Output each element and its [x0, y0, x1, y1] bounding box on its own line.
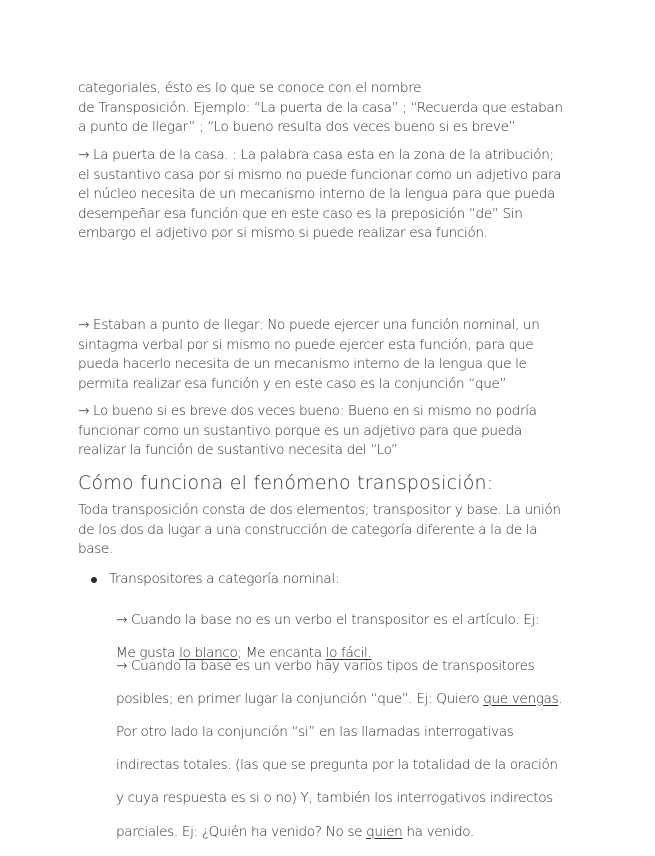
text-line: indirectas totales. (las que se pregunta por la totalidad de la oración [116, 757, 558, 774]
subparagraph-verbo [116, 643, 580, 856]
text-line: embargo el adjetivo por si mismo si puede realizar esa función. [78, 225, 488, 242]
text-line: y cuya respuesta es si o no) Y, también los interrogativos indirectos [116, 790, 553, 807]
text-line: permita realizar esa función y en este caso es la conjunción “que” [78, 375, 507, 392]
text-line: el núcleo necesita de un mecanismo interno de la lengua para que pueda [78, 186, 556, 203]
text-line: → La puerta de la casa. : La palabra casa esta en la zona de la atribución; [78, 147, 554, 163]
text-line: Toda transposición consta de dos elementos; transpositor y base. La unión [78, 502, 561, 518]
text-span: parciales. Ej: ¿Quién ha venido? No se [116, 823, 367, 840]
text-line: de los dos da lugar a una construcción de categoría diferente a la de la [78, 521, 538, 538]
text-span: ha venido. [402, 823, 474, 840]
text-line: → Cuando la base es un verbo hay varios tipos de transpositores [116, 657, 535, 674]
text-line: categoriales, ésto es lo que se conoce con el nombre [78, 80, 422, 96]
text-span: posibles; en primer lugar la conjunción “que”. Ej: Quiero [116, 690, 484, 707]
text-line: pueda hacerlo necesita de un mecanismo interno de la lengua que le [78, 356, 527, 373]
text-line [116, 690, 580, 710]
underlined-example: lo blanco [179, 644, 238, 661]
text-line: desempeñar esa función que en este caso es la preposición “de” Sin [78, 205, 523, 222]
text-line: de Transposición. Ejemplo: “La puerta de la casa” ; “Recuerda que estaban [78, 99, 563, 116]
text-line: funcionar como un sustantivo porque es un adjetivo para que pueda [78, 422, 522, 439]
paragraph-intro [78, 79, 578, 138]
text-line: a punto de llegar” ; “Lo bueno resulta dos veces bueno si es breve” [78, 119, 516, 136]
text-line: → Lo bueno si es breve dos veces bueno: Bueno en si mismo no podría [78, 403, 537, 419]
paragraph-definition [78, 501, 578, 560]
text-line [116, 823, 580, 843]
bullet-list-item [91, 570, 339, 590]
section-heading: Cómo funciona el fenómeno transposición: [78, 472, 494, 494]
underlined-example: lo fácil. [325, 644, 372, 661]
text-line: sintagma verbal por si mismo no puede ejercer esta función, para que [78, 336, 534, 353]
bullet-text: Transpositores a categoría nominal: [109, 571, 340, 587]
text-line: Por otro lado la conjunción “si” en las llamadas interrogativas [116, 723, 514, 740]
paragraph-example-casa [78, 146, 578, 244]
paragraph-example-llegar [78, 316, 578, 394]
text-line: el sustantivo casa por si mismo no puede funcionar como un adjetivo para [78, 166, 562, 183]
text-line: base. [78, 541, 113, 558]
text-line: realizar la función de sustantivo necesita del “Lo” [78, 442, 398, 459]
paragraph-example-bueno [78, 402, 578, 461]
underlined-example: quien [366, 823, 403, 840]
text-line: → Cuando la base no es un verbo el transpositor es el artículo. Ej: [116, 611, 540, 628]
text-span: ; Me encanta [237, 644, 326, 661]
text-span: Me gusta [116, 644, 180, 661]
underlined-example: que vengas [483, 690, 559, 707]
text-line: → Estaban a punto de llegar: No puede ejercer una función nominal, un [78, 317, 540, 333]
text-span: . [558, 690, 563, 707]
bullet-icon [91, 577, 97, 583]
